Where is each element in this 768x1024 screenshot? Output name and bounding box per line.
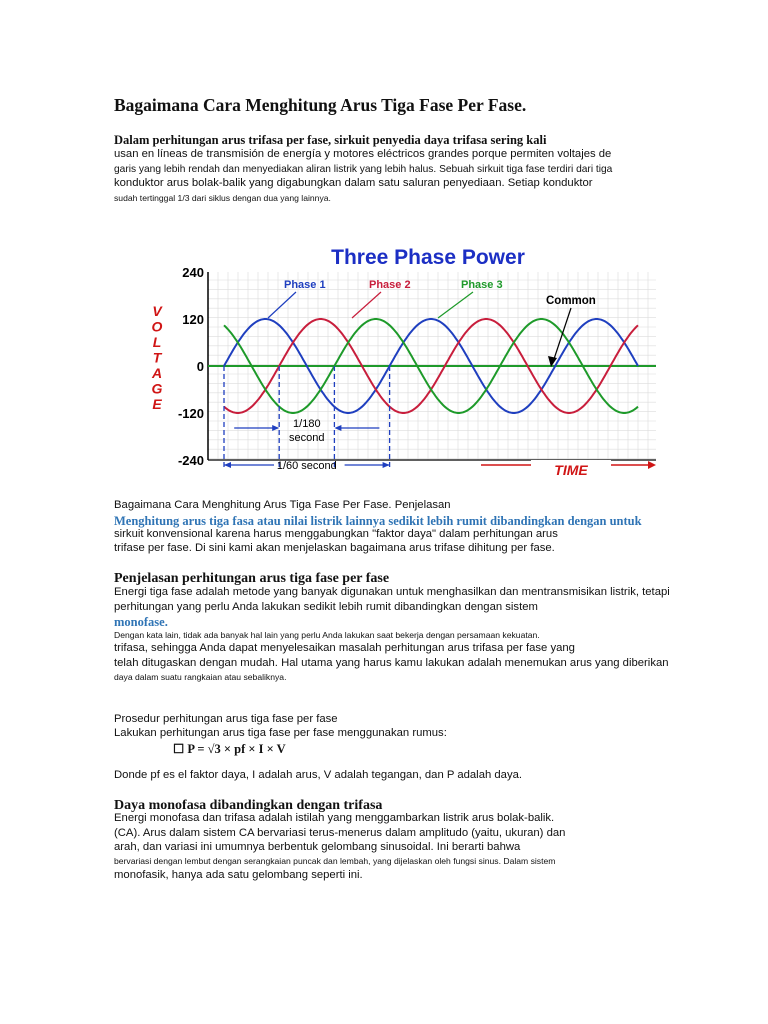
- y-tick-label: 0: [196, 359, 204, 374]
- section-heading-comparison: Daya monofasa dibandingkan dengan trifasa: [114, 798, 383, 813]
- legend-pointer-phase-1: [268, 292, 296, 318]
- intro-line-4: konduktor arus bolak-balik yang digabungkan dalam satu saluran penyediaan. Setiap konduktor: [114, 177, 593, 189]
- section2-line-5: monofasik, hanya ada satu gelombang seperti ini.: [114, 869, 363, 881]
- three-phase-chart: [146, 238, 662, 480]
- section1-line-2: perhitungan yang perlu Anda lakukan sedikit lebih rumit dibandingkan dengan sistem: [114, 601, 538, 613]
- y-label-letter: E: [152, 396, 162, 412]
- time-arrowhead: [648, 461, 656, 469]
- short-interval-label-line-1: 1/180: [293, 418, 321, 430]
- section-heading-calculation: Penjelasan perhitungan arus tiga fase per fase: [114, 571, 390, 586]
- y-label-letter: O: [151, 318, 163, 335]
- legend-label-phase-1: Phase 1: [284, 279, 326, 291]
- y-tick-label: 120: [182, 312, 204, 327]
- x-axis-label: [481, 460, 656, 478]
- long-interval-arrowhead-left: [224, 462, 231, 468]
- intro-line-3: garis yang lebih rendah dan menyediakan aliran listrik yang lebih halus. Sebuah sirkuit tiga fase terdiri dari tiga: [114, 164, 613, 175]
- section1-line-4: Dengan kata lain, tidak ada banyak hal lain yang perlu Anda lakukan saat bekerja dengan persamaan kekuatan.: [114, 630, 540, 640]
- chart-title: Three Phase Power: [331, 246, 525, 269]
- formula-bullet: ☐: [173, 742, 185, 756]
- interval-annotations: [224, 366, 390, 472]
- long-interval-arrowhead-right: [383, 462, 390, 468]
- y-tick-label: -240: [177, 453, 204, 468]
- intro-line-1: Dalam perhitungan arus trifasa per fase, sirkuit penyedia daya trifasa sering kali: [114, 133, 547, 147]
- y-tick-label: -120: [177, 406, 204, 421]
- page-title: Bagaimana Cara Menghitung Arus Tiga Fase Per Fase.: [114, 95, 527, 115]
- y-tick-labels: [178, 265, 204, 468]
- y-tick-label: 240: [182, 265, 204, 280]
- intro-line-2: usan en líneas de transmisión de energía y motores eléctricos grandes porque permiten voltajes de: [114, 148, 612, 160]
- explanation-line-4: trifase per fase. Di sini kami akan menjelaskan bagaimana arus trifase dihitung per fase.: [114, 542, 555, 554]
- procedure-heading: Prosedur perhitungan arus tiga fase per fase: [114, 713, 338, 725]
- legend: [268, 279, 596, 367]
- explanation-line-3: sirkuit konvensional karena harus menggabungkan "faktor daya" dalam perhitungan arus: [114, 528, 558, 540]
- legend-label-common: Common: [546, 295, 596, 307]
- time-label: TIME: [554, 462, 588, 478]
- intro-line-5: sudah tertinggal 1/3 dari siklus dengan dua yang lainnya.: [114, 193, 331, 203]
- y-axis-label: [151, 303, 163, 412]
- legend-label-phase-3: Phase 3: [461, 279, 503, 291]
- explanation-line-1: Bagaimana Cara Menghitung Arus Tiga Fase Per Fase. Penjelasan: [114, 499, 451, 511]
- section2-line-2: (CA). Arus dalam sistem CA bervariasi terus-menerus dalam amplitudo (yaitu, ukuran) dan: [114, 827, 566, 839]
- y-label-letter: G: [151, 380, 163, 397]
- series-lines: [208, 319, 656, 413]
- section1-line-7: daya dalam suatu rangkaian atau sebaliknya.: [114, 672, 287, 682]
- formula-text: P = √3 × pf × I × V: [187, 742, 286, 756]
- section1-line-6: telah ditugaskan dengan mudah. Hal utama yang harus kamu lakukan adalah menemukan arus yang diberikan: [114, 657, 669, 669]
- y-label-letter: A: [151, 365, 163, 381]
- y-label-letter: L: [152, 334, 162, 350]
- section2-line-3: arah, dan variasi ini umumnya berbentuk gelombang sinusoidal. Ini berarti bahwa: [114, 841, 521, 853]
- power-formula: [173, 741, 286, 757]
- legend-label-phase-2: Phase 2: [369, 279, 411, 291]
- legend-pointer-phase-2: [352, 292, 381, 318]
- procedure-instruction: Lakukan perhitungan arus tiga fase per fase menggunakan rumus:: [114, 727, 447, 739]
- y-label-letter: T: [152, 349, 162, 366]
- long-interval-label: 1/60 second: [276, 460, 337, 472]
- short-interval-label-line-2: second: [289, 432, 325, 444]
- section2-line-4: bervariasi dengan lembut dengan serangkaian puncak dan lembah, yang dijelaskan oleh fungsi sinus. Dalam sistem: [114, 856, 556, 866]
- section1-line-3: monofase.: [114, 615, 168, 629]
- section1-line-1: Energi tiga fase adalah metode yang banyak digunakan untuk menghasilkan dan mentransmisikan listrik, tetapi: [114, 586, 670, 598]
- formula-note: Donde pf es el faktor daya, I adalah arus, V adalah tegangan, dan P adalah daya.: [114, 769, 523, 781]
- section2-line-1: Energi monofasa dan trifasa adalah istilah yang menggambarkan listrik arus bolak-balik.: [114, 812, 555, 824]
- explanation-line-2: Menghitung arus tiga fasa atau nilai listrik lainnya sedikit lebih rumit dibandingkan dengan untuk: [114, 514, 642, 528]
- y-label-letter: V: [152, 303, 162, 319]
- section1-line-5: trifasa, sehingga Anda dapat menyelesaikan masalah perhitungan arus trifasa per fase yang: [114, 642, 575, 654]
